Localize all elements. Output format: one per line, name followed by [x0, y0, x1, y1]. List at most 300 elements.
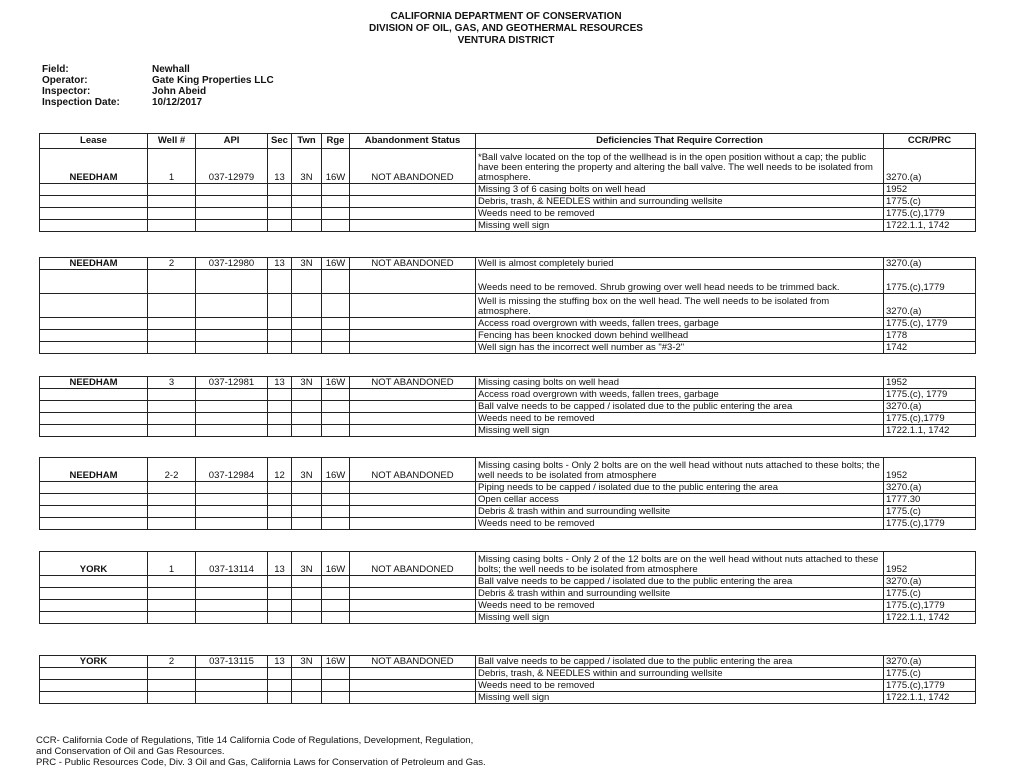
deficiency-row [40, 270, 976, 294]
well-status: NOT ABANDONED [350, 552, 476, 576]
well-rge [322, 494, 350, 506]
well-sec [268, 208, 292, 220]
column-header: Lease [40, 134, 148, 149]
well-sec [268, 494, 292, 506]
well-sec [268, 413, 292, 425]
deficiency-row [40, 318, 976, 330]
deficiency-text: Weeds need to be removed [476, 680, 884, 692]
deficiency-text: Missing well sign [476, 425, 884, 437]
well-twn [292, 576, 322, 588]
well-twn: 3N [292, 552, 322, 576]
column-header: Rge [322, 134, 350, 149]
document-header [0, 11, 1012, 47]
well-lease [40, 518, 148, 530]
well-rge [322, 518, 350, 530]
well-lease [40, 612, 148, 624]
deficiency-text: Missing casing bolts - Only 2 bolts are on the well head without nuts attached to these bolts; the well needs to be isolated from atmosphere [476, 458, 884, 482]
well-lease [40, 494, 148, 506]
well-sec [268, 294, 292, 318]
well-lease [40, 425, 148, 437]
well-twn [292, 600, 322, 612]
well-api [196, 208, 268, 220]
well-twn [292, 680, 322, 692]
well-well [148, 270, 196, 294]
ccr-prc-code: 3270.(a) [884, 294, 976, 318]
column-header: CCR/PRC [884, 134, 976, 149]
well-api [196, 518, 268, 530]
well-api [196, 401, 268, 413]
well-api [196, 668, 268, 680]
well-lease [40, 668, 148, 680]
well-lease: NEEDHAM [40, 258, 148, 270]
well-twn [292, 184, 322, 196]
well-api [196, 220, 268, 232]
ccr-prc-code: 1722.1.1, 1742 [884, 425, 976, 437]
deficiency-row [40, 220, 976, 232]
well-rge [322, 196, 350, 208]
deficiency-text: Open cellar access [476, 494, 884, 506]
well-sec [268, 270, 292, 294]
ccr-prc-code: 1722.1.1, 1742 [884, 220, 976, 232]
well-well [148, 184, 196, 196]
well-status: NOT ABANDONED [350, 656, 476, 668]
well-status [350, 668, 476, 680]
well-sec [268, 612, 292, 624]
well-lease [40, 389, 148, 401]
well-sec [268, 588, 292, 600]
ccr-prc-code: 3270.(a) [884, 576, 976, 588]
well-lease [40, 692, 148, 704]
well-status: NOT ABANDONED [350, 458, 476, 482]
well-well [148, 342, 196, 354]
well-status [350, 413, 476, 425]
operator-value: Gate King Properties LLC [152, 75, 274, 86]
well-api: 037-13114 [196, 552, 268, 576]
well-api [196, 342, 268, 354]
well-well [148, 494, 196, 506]
ccr-prc-code: 3270.(a) [884, 258, 976, 270]
well-twn [292, 494, 322, 506]
well-lease [40, 600, 148, 612]
well-sec: 13 [268, 377, 292, 389]
well-twn [292, 692, 322, 704]
deficiency-row [40, 506, 976, 518]
well-well: 2 [148, 656, 196, 668]
column-header: Well # [148, 134, 196, 149]
well-status [350, 196, 476, 208]
well-well [148, 413, 196, 425]
well-api [196, 600, 268, 612]
well-lease [40, 330, 148, 342]
well-twn [292, 413, 322, 425]
ccr-prc-code: 1775.(c),1779 [884, 413, 976, 425]
well-api: 037-12984 [196, 458, 268, 482]
ccr-prc-code: 1775.(c),1779 [884, 270, 976, 294]
deficiency-text: Well is missing the stuffing box on the well head. The well needs to be isolated from atmosphere. [476, 294, 884, 318]
ccr-prc-code: 1722.1.1, 1742 [884, 692, 976, 704]
ccr-prc-code: 1952 [884, 552, 976, 576]
deficiency-row [40, 588, 976, 600]
date-value: 10/12/2017 [152, 97, 203, 108]
deficiency-text: Weeds need to be removed [476, 518, 884, 530]
well-well [148, 401, 196, 413]
well-rge [322, 318, 350, 330]
well-well [148, 518, 196, 530]
footer-ccr-note: CCR- California Code of Regulations, Title 14 California Code of Regulations, Development, Regulation, [36, 735, 474, 746]
well-twn [292, 425, 322, 437]
deficiency-row [40, 184, 976, 196]
well-rge [322, 294, 350, 318]
well-table [39, 376, 976, 437]
well-status [350, 184, 476, 196]
well-well: 3 [148, 377, 196, 389]
well-rge: 16W [322, 149, 350, 184]
well-status [350, 588, 476, 600]
well-rge [322, 482, 350, 494]
well-api [196, 494, 268, 506]
field-value: Newhall [152, 64, 190, 75]
well-api [196, 482, 268, 494]
inspection-info [42, 64, 274, 108]
deficiency-row [40, 518, 976, 530]
well-status [350, 494, 476, 506]
ccr-prc-code: 1952 [884, 377, 976, 389]
well-api: 037-13115 [196, 656, 268, 668]
well-rge [322, 692, 350, 704]
well-twn [292, 330, 322, 342]
column-header: Abandonment Status [350, 134, 476, 149]
deficiency-row [40, 692, 976, 704]
well-api [196, 588, 268, 600]
well-lease [40, 401, 148, 413]
well-api [196, 196, 268, 208]
well-api [196, 294, 268, 318]
well-sec [268, 318, 292, 330]
ccr-prc-code: 1775.(c) [884, 668, 976, 680]
well-sec [268, 668, 292, 680]
deficiency-row [40, 389, 976, 401]
ccr-prc-code: 1775.(c), 1779 [884, 318, 976, 330]
well-api [196, 389, 268, 401]
well-well [148, 208, 196, 220]
well-twn [292, 220, 322, 232]
well-twn [292, 588, 322, 600]
well-lease [40, 318, 148, 330]
well-rge: 16W [322, 552, 350, 576]
well-rge [322, 220, 350, 232]
well-rge [322, 612, 350, 624]
deficiency-row [40, 494, 976, 506]
well-sec [268, 389, 292, 401]
well-sec [268, 518, 292, 530]
well-well: 2-2 [148, 458, 196, 482]
well-api [196, 425, 268, 437]
well-status: NOT ABANDONED [350, 149, 476, 184]
well-status [350, 600, 476, 612]
well-api [196, 692, 268, 704]
well-well [148, 482, 196, 494]
deficiency-row [40, 668, 976, 680]
ccr-prc-code: 3270.(a) [884, 149, 976, 184]
ccr-prc-code: 1777.30 [884, 494, 976, 506]
well-sec [268, 576, 292, 588]
well-api [196, 330, 268, 342]
well-rge [322, 668, 350, 680]
well-rge [322, 330, 350, 342]
well-table [39, 457, 976, 530]
well-table [39, 133, 976, 232]
well-rge [322, 506, 350, 518]
ccr-prc-code: 1775.(c), 1779 [884, 389, 976, 401]
column-header: API [196, 134, 268, 149]
well-status [350, 576, 476, 588]
well-lease [40, 294, 148, 318]
well-rge [322, 680, 350, 692]
well-lease: YORK [40, 552, 148, 576]
well-rge: 16W [322, 377, 350, 389]
ccr-prc-code: 3270.(a) [884, 401, 976, 413]
well-lease: NEEDHAM [40, 377, 148, 389]
ccr-prc-code: 1952 [884, 458, 976, 482]
well-sec: 13 [268, 552, 292, 576]
well-api [196, 576, 268, 588]
deficiency-row [40, 612, 976, 624]
well-lease [40, 506, 148, 518]
well-status [350, 425, 476, 437]
deficiency-text: Missing well sign [476, 220, 884, 232]
well-api: 037-12979 [196, 149, 268, 184]
well-well [148, 588, 196, 600]
well-sec [268, 482, 292, 494]
deficiency-text: Ball valve needs to be capped / isolated due to the public entering the area [476, 656, 884, 668]
ccr-prc-code: 3270.(a) [884, 656, 976, 668]
footer-notes [36, 735, 486, 768]
well-status [350, 692, 476, 704]
well-api [196, 318, 268, 330]
well-well [148, 330, 196, 342]
well-twn [292, 668, 322, 680]
column-header: Sec [268, 134, 292, 149]
well-well [148, 612, 196, 624]
well-rge [322, 270, 350, 294]
deficiency-row [40, 330, 976, 342]
well-status [350, 270, 476, 294]
deficiency-text: Weeds need to be removed [476, 600, 884, 612]
ccr-prc-code: 1775.(c),1779 [884, 518, 976, 530]
well-well [148, 506, 196, 518]
well-sec: 13 [268, 258, 292, 270]
deficiency-text: Weeds need to be removed [476, 208, 884, 220]
deficiency-row [40, 401, 976, 413]
well-status [350, 518, 476, 530]
well-well [148, 294, 196, 318]
deficiency-row [40, 294, 976, 318]
well-status [350, 401, 476, 413]
well-lease [40, 482, 148, 494]
deficiency-text: Missing 3 of 6 casing bolts on well head [476, 184, 884, 196]
well-lease [40, 196, 148, 208]
well-twn [292, 612, 322, 624]
well-rge [322, 389, 350, 401]
well-twn: 3N [292, 458, 322, 482]
deficiency-text: Debris & trash within and surrounding wellsite [476, 588, 884, 600]
deficiency-text: Missing well sign [476, 612, 884, 624]
well-well [148, 425, 196, 437]
deficiency-text: Fencing has been knocked down behind wellhead [476, 330, 884, 342]
ccr-prc-code: 3270.(a) [884, 482, 976, 494]
well-rge [322, 576, 350, 588]
well-status [350, 208, 476, 220]
well-api [196, 184, 268, 196]
well-rge [322, 413, 350, 425]
well-lease: NEEDHAM [40, 458, 148, 482]
well-well: 2 [148, 258, 196, 270]
well-api [196, 680, 268, 692]
well-lease [40, 413, 148, 425]
deficiency-text: Missing casing bolts - Only 2 of the 12 bolts are on the well head without nuts attached to these bolts; the well needs to be isolated from atmosphere [476, 552, 884, 576]
well-status [350, 318, 476, 330]
well-twn: 3N [292, 258, 322, 270]
well-lease [40, 220, 148, 232]
deficiency-row [40, 208, 976, 220]
well-api: 037-12980 [196, 258, 268, 270]
ccr-prc-code: 1775.(c) [884, 506, 976, 518]
well-sec: 12 [268, 458, 292, 482]
well-lease [40, 342, 148, 354]
deficiency-text: Access road overgrown with weeds, fallen trees, garbage [476, 389, 884, 401]
well-sec [268, 184, 292, 196]
well-rge [322, 208, 350, 220]
deficiency-text: Debris & trash within and surrounding wellsite [476, 506, 884, 518]
ccr-prc-code: 1742 [884, 342, 976, 354]
ccr-prc-code: 1775.(c),1779 [884, 208, 976, 220]
well-well [148, 692, 196, 704]
well-rge [322, 600, 350, 612]
well-sec: 13 [268, 149, 292, 184]
well-sec [268, 220, 292, 232]
well-well [148, 668, 196, 680]
header-district: VENTURA DISTRICT [457, 35, 555, 46]
well-table [39, 257, 976, 354]
deficiency-row [40, 680, 976, 692]
deficiency-text: Access road overgrown with weeds, fallen trees, garbage [476, 318, 884, 330]
well-api [196, 270, 268, 294]
date-label: Inspection Date: [42, 97, 120, 108]
well-sec [268, 692, 292, 704]
deficiency-text: Missing well sign [476, 692, 884, 704]
well-twn [292, 506, 322, 518]
well-rge: 16W [322, 656, 350, 668]
ccr-prc-code: 1952 [884, 184, 976, 196]
ccr-prc-code: 1775.(c) [884, 196, 976, 208]
well-status [350, 482, 476, 494]
well-twn [292, 342, 322, 354]
deficiency-row [40, 377, 976, 389]
well-well [148, 389, 196, 401]
deficiency-row [40, 552, 976, 576]
well-twn [292, 208, 322, 220]
well-table [39, 551, 976, 624]
field-label: Field: [42, 64, 69, 75]
well-lease [40, 270, 148, 294]
well-lease [40, 576, 148, 588]
well-status [350, 612, 476, 624]
header-division: DIVISION OF OIL, GAS, AND GEOTHERMAL RESOURCES [369, 23, 643, 34]
well-lease [40, 208, 148, 220]
deficiency-row [40, 458, 976, 482]
deficiency-row [40, 258, 976, 270]
deficiency-text: Well sign has the incorrect well number as "#3-2" [476, 342, 884, 354]
well-twn [292, 318, 322, 330]
well-well [148, 196, 196, 208]
well-api [196, 612, 268, 624]
well-sec [268, 506, 292, 518]
well-well [148, 680, 196, 692]
deficiency-row [40, 425, 976, 437]
well-rge [322, 401, 350, 413]
deficiency-row [40, 342, 976, 354]
well-sec [268, 425, 292, 437]
footer-prc-note: PRC - Public Resources Code, Div. 3 Oil and Gas, California Laws for Conservation of Petroleum and Gas. [36, 757, 486, 768]
well-rge: 16W [322, 458, 350, 482]
deficiency-row [40, 656, 976, 668]
well-sec [268, 342, 292, 354]
well-rge [322, 425, 350, 437]
well-api [196, 506, 268, 518]
well-rge [322, 588, 350, 600]
well-table [39, 655, 976, 704]
ccr-prc-code: 1775.(c),1779 [884, 680, 976, 692]
deficiency-row [40, 149, 976, 184]
well-status [350, 220, 476, 232]
well-twn [292, 196, 322, 208]
well-sec: 13 [268, 656, 292, 668]
ccr-prc-code: 1778 [884, 330, 976, 342]
well-twn [292, 518, 322, 530]
well-twn: 3N [292, 656, 322, 668]
operator-label: Operator: [42, 75, 88, 86]
deficiency-text: Piping needs to be capped / isolated due to the public entering the area [476, 482, 884, 494]
well-lease: NEEDHAM [40, 149, 148, 184]
well-status [350, 680, 476, 692]
well-rge [322, 342, 350, 354]
header-department: CALIFORNIA DEPARTMENT OF CONSERVATION [390, 11, 622, 22]
deficiency-text: Weeds need to be removed [476, 413, 884, 425]
ccr-prc-code: 1775.(c),1779 [884, 600, 976, 612]
well-status [350, 342, 476, 354]
deficiency-text: Ball valve needs to be capped / isolated due to the public entering the area [476, 576, 884, 588]
well-lease [40, 184, 148, 196]
well-status [350, 330, 476, 342]
deficiency-row [40, 576, 976, 588]
deficiency-text: Missing casing bolts on well head [476, 377, 884, 389]
well-twn [292, 389, 322, 401]
well-sec [268, 196, 292, 208]
well-twn [292, 401, 322, 413]
deficiency-text: Well is almost completely buried [476, 258, 884, 270]
well-well: 1 [148, 552, 196, 576]
column-header: Deficiencies That Require Correction [476, 134, 884, 149]
well-well [148, 220, 196, 232]
footer-ccr-note-cont: and Conservation of Oil and Gas Resources. [36, 746, 225, 757]
inspector-value: John Abeid [152, 86, 207, 97]
well-sec [268, 600, 292, 612]
well-twn [292, 270, 322, 294]
well-status: NOT ABANDONED [350, 258, 476, 270]
well-sec [268, 401, 292, 413]
deficiency-text: Debris, trash, & NEEDLES within and surrounding wellsite [476, 668, 884, 680]
deficiency-text: Weeds need to be removed. Shrub growing over well head needs to be trimmed back. [476, 270, 884, 294]
